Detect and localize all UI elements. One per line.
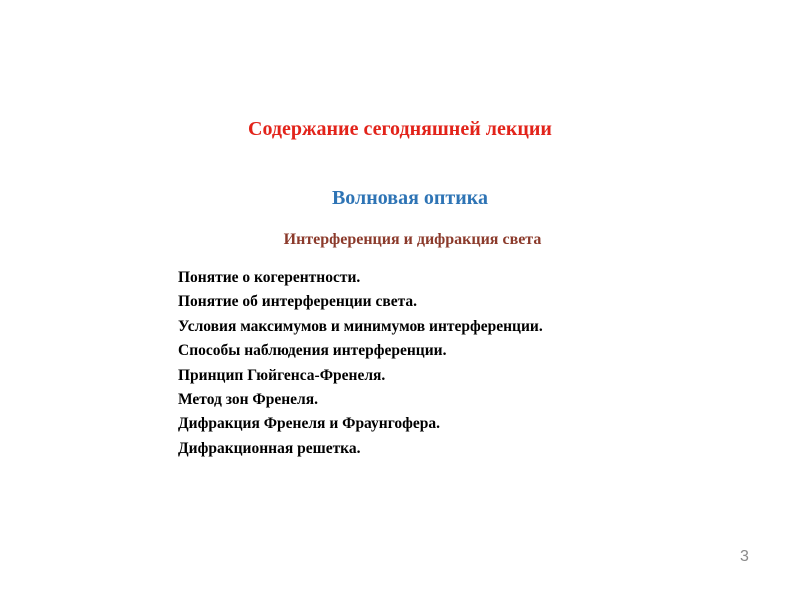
- topic-list: [178, 266, 543, 461]
- page-number: 3: [740, 548, 749, 565]
- topic-item: Дифракционная решетка.: [178, 439, 361, 457]
- subsection-heading: Интерференция и дифракция света: [283, 231, 542, 248]
- topic-item: Понятие об интерференции света.: [178, 293, 418, 311]
- section-heading: Волновая оптика: [331, 187, 489, 209]
- topic-item: Принцип Гюйгенса-Френеля.: [178, 366, 386, 384]
- topic-item: Дифракция Френеля и Фраунгофера.: [178, 415, 440, 433]
- slide-title: Содержание сегодняшней лекции: [248, 118, 552, 140]
- topic-item: Условия максимумов и минимумов интерференции.: [178, 317, 543, 335]
- topic-item: Способы наблюдения интерференции.: [178, 342, 447, 360]
- topic-item: Понятие о когерентности.: [178, 269, 361, 286]
- topic-item: Метод зон Френеля.: [178, 391, 319, 409]
